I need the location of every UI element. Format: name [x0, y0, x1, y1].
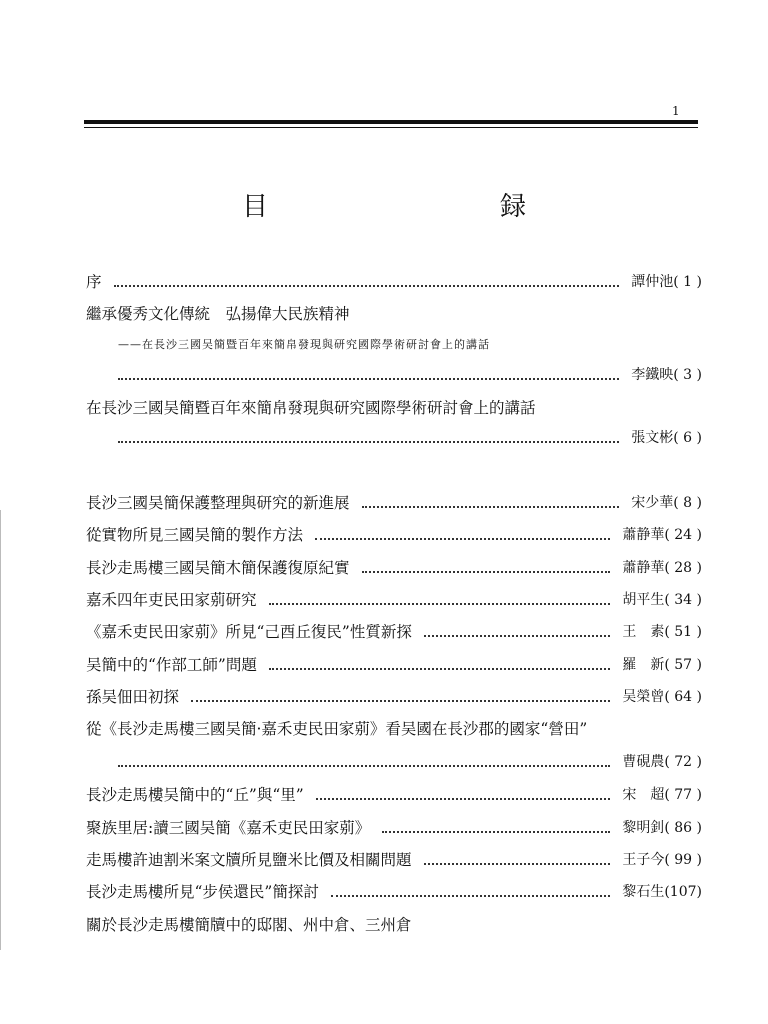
- toc-entry-title: 長沙三國吴簡保護整理與研究的新進展: [86, 494, 350, 512]
- toc-entry-title-line: 在長沙三國吴簡暨百年來簡帛發現與研究國際學術研討會上的講話: [86, 399, 536, 417]
- dot-leader: [269, 603, 611, 605]
- dot-leader: [316, 798, 611, 800]
- toc-entry-title: 孫吴佃田初探: [86, 688, 180, 706]
- toc-entry-subtitle: ——在長沙三國吴簡暨百年來簡帛發現與研究國際學術研討會上的講話: [118, 338, 490, 351]
- dot-leader: [269, 668, 611, 670]
- page-title: 目 録: [241, 192, 586, 222]
- toc-entry: [86, 785, 702, 805]
- toc-entry-title: 從實物所見三國吴簡的製作方法: [86, 526, 304, 544]
- toc-entry-title: 聚族里居:讀三國吴簡《嘉禾吏民田家莂》: [86, 819, 371, 837]
- toc-entry-title-line: 繼承優秀文化傳統 弘揚偉大民族精神: [86, 305, 350, 323]
- toc-entry-author-page: 譚仲池( 1 ): [631, 274, 702, 290]
- toc-entry-author-page: 蕭静華( 24 ): [622, 527, 702, 543]
- toc-entry: [86, 655, 702, 675]
- dot-leader: [424, 863, 611, 865]
- toc-entry-title: 吴簡中的“作部工師”問題: [86, 656, 257, 674]
- toc-entry-title-line: 關於長沙走馬樓簡牘中的邸閣、州中倉、三州倉: [86, 916, 412, 934]
- dot-leader: [331, 895, 610, 897]
- toc-entry: [86, 882, 702, 902]
- toc-entry-title: 序: [86, 273, 102, 291]
- dot-leader: [362, 571, 611, 573]
- toc-entry-author-page: 蕭静華( 28 ): [622, 560, 702, 576]
- toc-entry-title: 長沙走馬樓吴簡中的“丘”與“里”: [86, 786, 304, 804]
- toc-entry-title: 嘉禾四年吏民田家莂研究: [86, 591, 257, 609]
- toc-entry-title: 長沙走馬樓所見“步侯還民”簡探討: [86, 883, 319, 901]
- toc-entry-author-page: 王子今( 99 ): [622, 852, 702, 868]
- toc-entry: [118, 428, 702, 448]
- dot-leader: [118, 441, 619, 443]
- toc-entry-author-page: 黎石生(107): [622, 884, 702, 900]
- toc-entry: [86, 687, 702, 707]
- toc-entry-title: 長沙走馬樓三國吴簡木簡保護復原紀實: [86, 559, 350, 577]
- toc-entry: [86, 272, 702, 292]
- dot-leader: [362, 506, 620, 508]
- toc-entry-author-page: 張文彬( 6 ): [631, 430, 702, 446]
- dot-leader: [315, 538, 610, 540]
- toc-entry-author-page: 黎明釗( 86 ): [622, 820, 702, 836]
- page-number: 1: [672, 104, 680, 118]
- toc-entry: [86, 818, 702, 838]
- toc-entry: [86, 525, 702, 545]
- dot-leader: [118, 765, 610, 767]
- toc-entry-title-line: 從《長沙走馬樓三國吴簡·嘉禾吏民田家莂》看吴國在長沙郡的國家“營田”: [86, 720, 588, 738]
- toc-entry: [86, 493, 702, 513]
- toc-entry-author-page: 胡平生( 34 ): [622, 592, 702, 608]
- toc-entry: [86, 558, 702, 578]
- toc-entry-author-page: 王 素( 51 ): [622, 624, 702, 640]
- toc-entry-author-page: 羅 新( 57 ): [622, 657, 702, 673]
- header-rule-thick: [84, 120, 698, 124]
- toc-entry: [86, 590, 702, 610]
- toc-entry: [118, 752, 702, 772]
- toc-entry-author-page: 宋 超( 77 ): [622, 787, 702, 803]
- toc-entry-title: 《嘉禾吏民田家莂》所見“己酉丘復民”性質新探: [86, 623, 412, 641]
- toc-entry: [86, 622, 702, 642]
- dot-leader: [191, 700, 610, 702]
- dot-leader: [118, 378, 619, 380]
- dot-leader: [382, 831, 610, 833]
- toc-entry-author-page: 李鐵映( 3 ): [631, 367, 702, 383]
- dot-leader: [424, 635, 611, 637]
- toc-entry: [86, 850, 702, 870]
- toc-entry-title: 走馬樓許迪割米案文牘所見鹽米比價及相關問題: [86, 851, 412, 869]
- toc-entry-author-page: 宋少華( 8 ): [631, 495, 702, 511]
- toc-entry: [118, 365, 702, 385]
- scan-edge: [0, 510, 1, 950]
- toc-entry-author-page: 曹硯農( 72 ): [622, 754, 702, 770]
- dot-leader: [114, 285, 620, 287]
- toc-entry-author-page: 吴榮曾( 64 ): [622, 689, 702, 705]
- header-rule-thin: [84, 127, 698, 128]
